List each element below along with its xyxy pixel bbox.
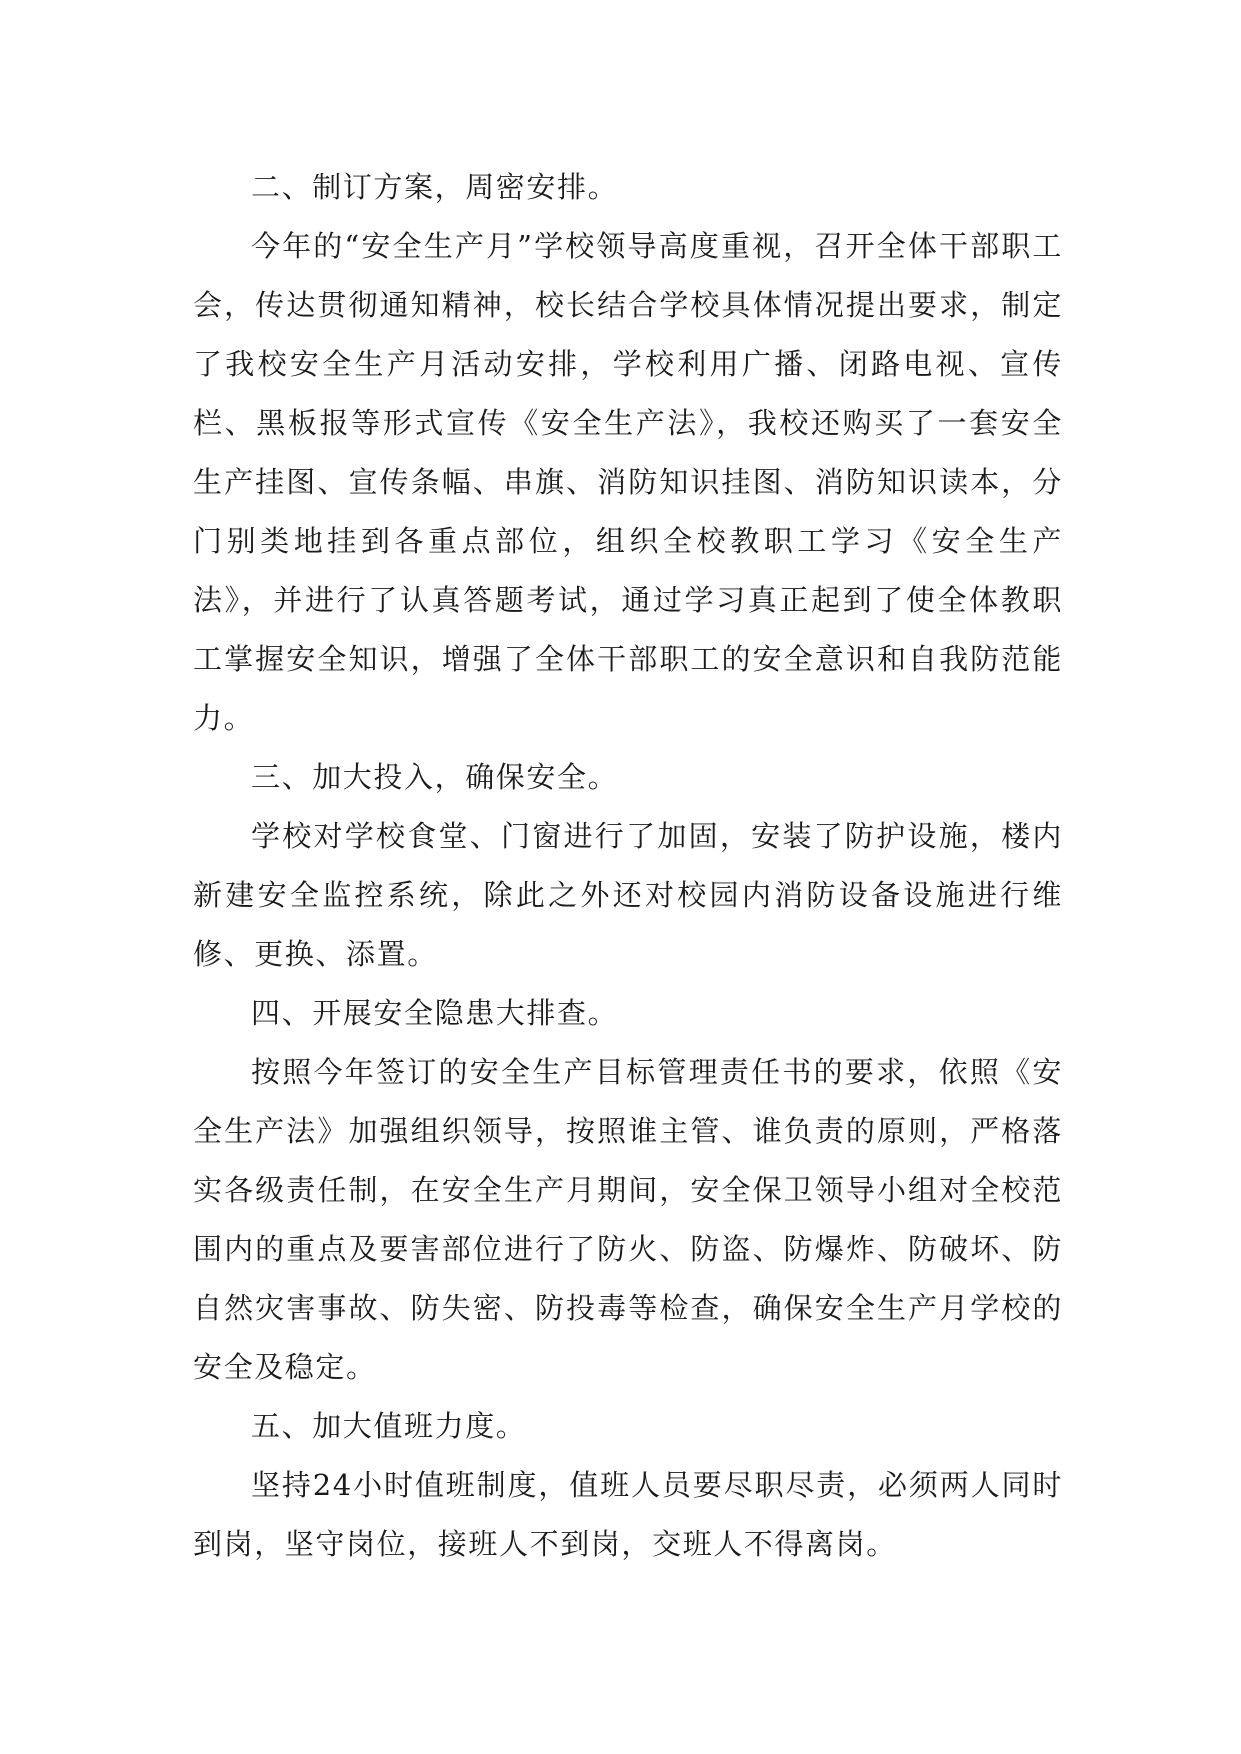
section-paragraph-2: 今年的“安全生产月”学校领导高度重视，召开全体干部职工会，传达贯彻通知精神，校长结合学校具体情况提出要求，制定了我校安全生产月活动安排，学校利用广播、闭路电视、宣传栏、黑板报等形式宣传《安全生产法》，我校还购买了一套安全生产挂图、宣传条幅、串旗、消防知识挂图、消防知识读本，分门别类地挂到各重点部位，组织全校教职工学习《安全生产法》，并进行了认真答题考试，通过学习真正起到了使全体教职工掌握安全知识，增强了全体干部职工的安全意识和自我防范能力。 [193, 229, 1063, 735]
section-paragraph-3: 学校对学校食堂、门窗进行了加固，安装了防护设施，楼内新建安全监控系统，除此之外还对校园内消防设备设施进行维修、更换、添置。 [193, 819, 1063, 971]
section-heading-2: 二、制订方案，周密安排。 [251, 170, 619, 204]
section-heading-4: 四、开展安全隐患大排查。 [251, 996, 619, 1030]
section-paragraph-5: 坚持24小时值班制度，值班人员要尽职尽责，必须两人同时到岗，坚守岗位，接班人不到岗，交班人不得离岗。 [193, 1468, 1063, 1561]
section-heading-3: 三、加大投入，确保安全。 [251, 760, 619, 794]
section-heading-5: 五、加大值班力度。 [251, 1409, 527, 1443]
document-body [193, 158, 1063, 1574]
section-paragraph-4: 按照今年签订的安全生产目标管理责任书的要求，依照《安全生产法》加强组织领导，按照谁主管、谁负责的原则，严格落实各级责任制，在安全生产月期间，安全保卫领导小组对全校范围内的重点及要害部位进行了防火、防盗、防爆炸、防破坏、防自然灾害事故、防失密、防投毒等检查，确保安全生产月学校的安全及稳定。 [193, 1055, 1063, 1384]
